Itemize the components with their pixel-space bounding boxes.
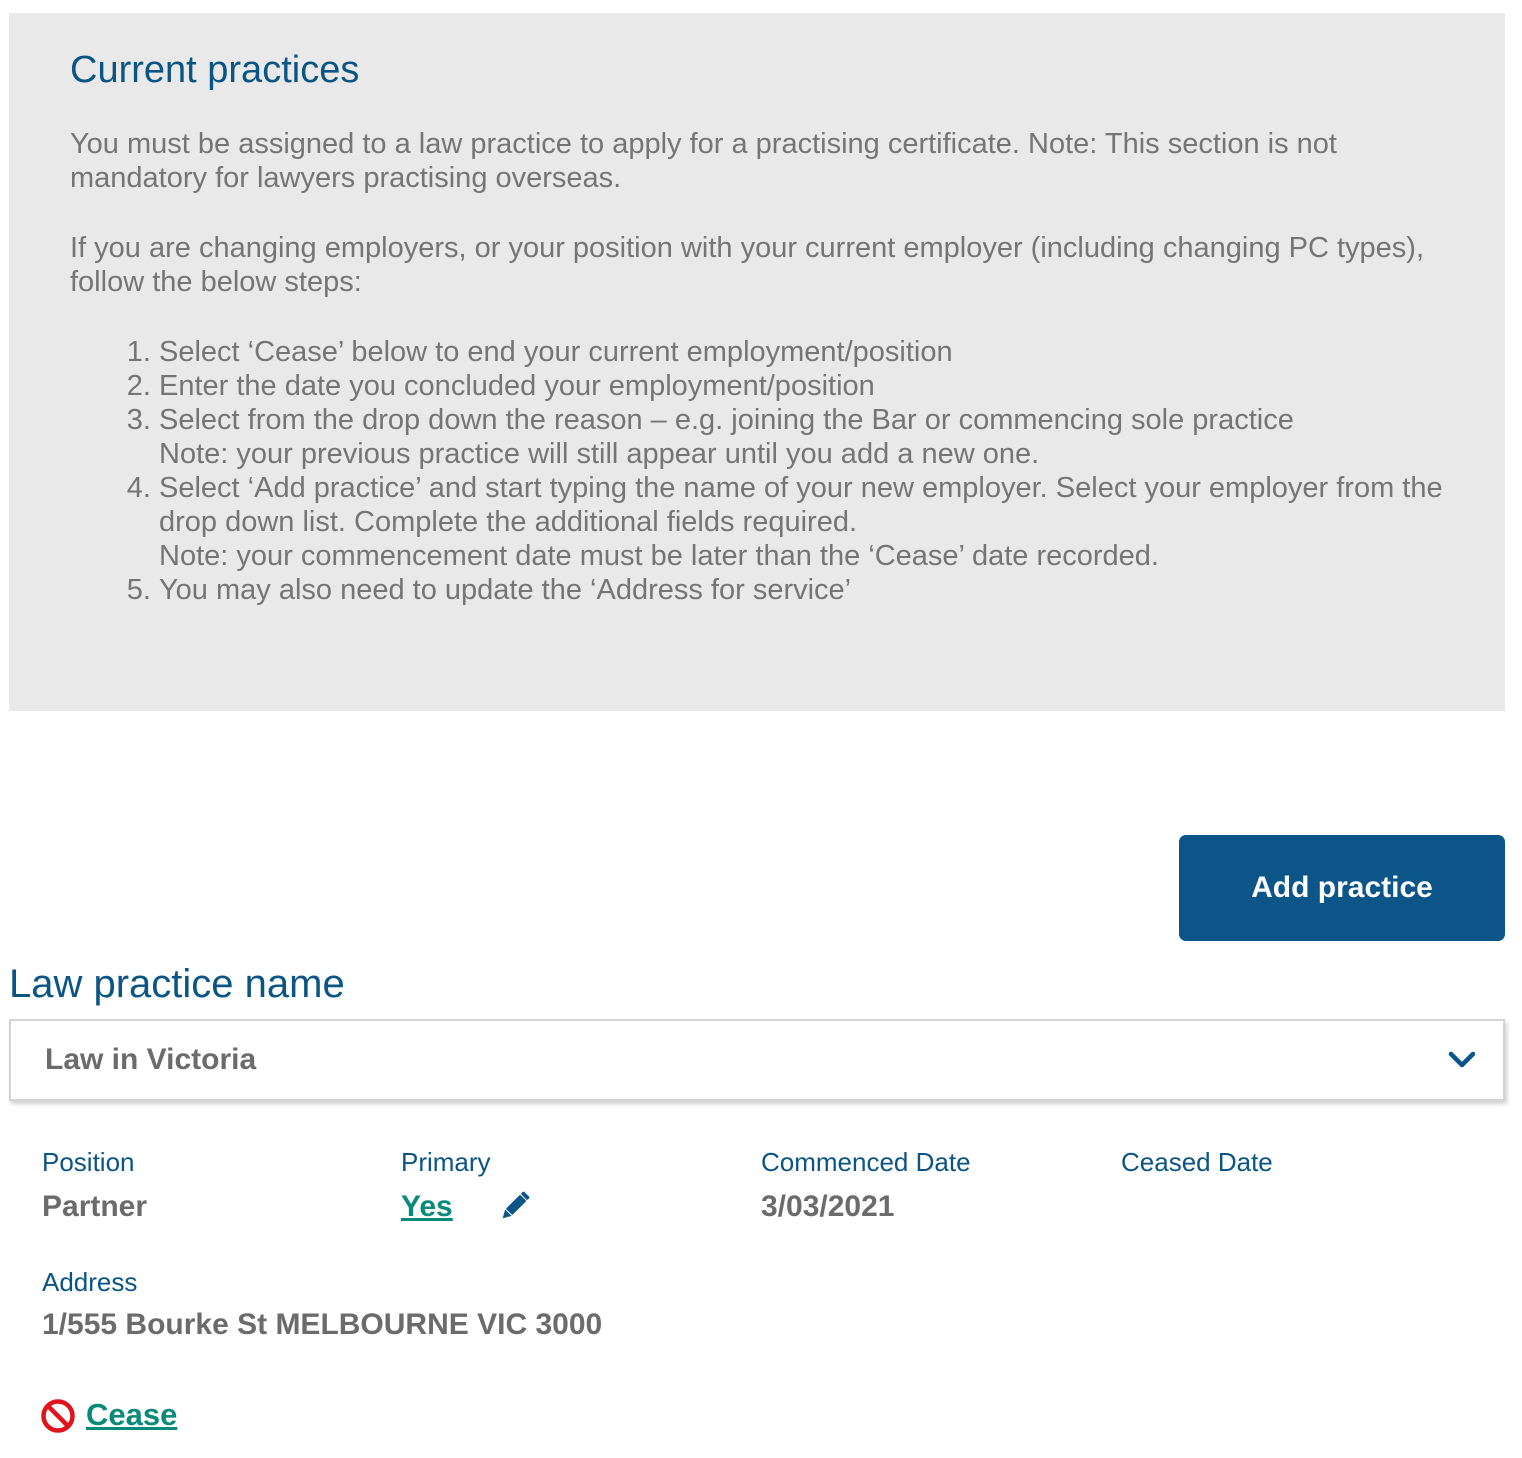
address-value: 1/555 Bourke St MELBOURNE VIC 3000 [42,1308,603,1341]
step-text: Select ‘Cease’ below to end your current employment/position [159,336,953,368]
commenced-date-field [761,1147,971,1225]
primary-value-wrap [401,1189,561,1225]
step-item [159,335,1445,369]
commenced-date-label: Commenced Date [761,1147,971,1177]
primary-yes-link[interactable]: Yes [401,1190,453,1223]
pencil-icon[interactable] [496,1189,532,1225]
steps-list [70,335,1445,607]
section-title: Current practices [70,49,360,91]
instructions-paragraph: If you are changing employers, or your position with your current employer (including changing PC types), follow the below steps: [70,232,1425,298]
step-text: You may also need to update the ‘Address for service’ [159,574,852,606]
primary-label: Primary [401,1147,491,1177]
step-note: Note: your previous practice will still appear until you add a new one. [159,438,1040,470]
ban-icon[interactable] [40,1398,76,1434]
step-item [159,471,1445,573]
address-label: Address [42,1267,138,1297]
ceased-date-label: Ceased Date [1121,1147,1273,1177]
instructions-panel [9,13,1505,711]
step-note: Note: your commencement date must be later than the ‘Cease’ date recorded. [159,540,1159,572]
commenced-date-value: 3/03/2021 [761,1190,895,1223]
chevron-down-icon [1447,1048,1477,1072]
add-practice-button[interactable]: Add practice [1179,835,1505,941]
law-practice-name-label: Law practice name [9,962,345,1006]
step-text: Enter the date you concluded your employment/position [159,370,875,402]
step-text: Select from the drop down the reason – e.g. joining the Bar or commencing sole practice [159,404,1294,436]
address-field [42,1267,602,1343]
position-label: Position [42,1147,135,1177]
step-item [159,403,1445,471]
step-text: Select ‘Add practice’ and start typing the name of your new employer. Select your employer from the drop down list. Complete the additional fields required. [159,472,1443,538]
position-value: Partner [42,1190,148,1223]
primary-field [401,1147,561,1225]
position-field [42,1147,147,1225]
step-item [159,369,1445,403]
law-practice-select[interactable] [9,1019,1505,1101]
cease-link[interactable]: Cease [86,1397,178,1432]
ceased-date-field [1121,1147,1273,1189]
intro-paragraph: You must be assigned to a law practice to apply for a practising certificate. Note: This section is not mandatory for lawyers practising overseas. [70,128,1337,194]
step-item [159,573,1445,607]
selected-practice-name: Law in Victoria [45,1043,257,1076]
